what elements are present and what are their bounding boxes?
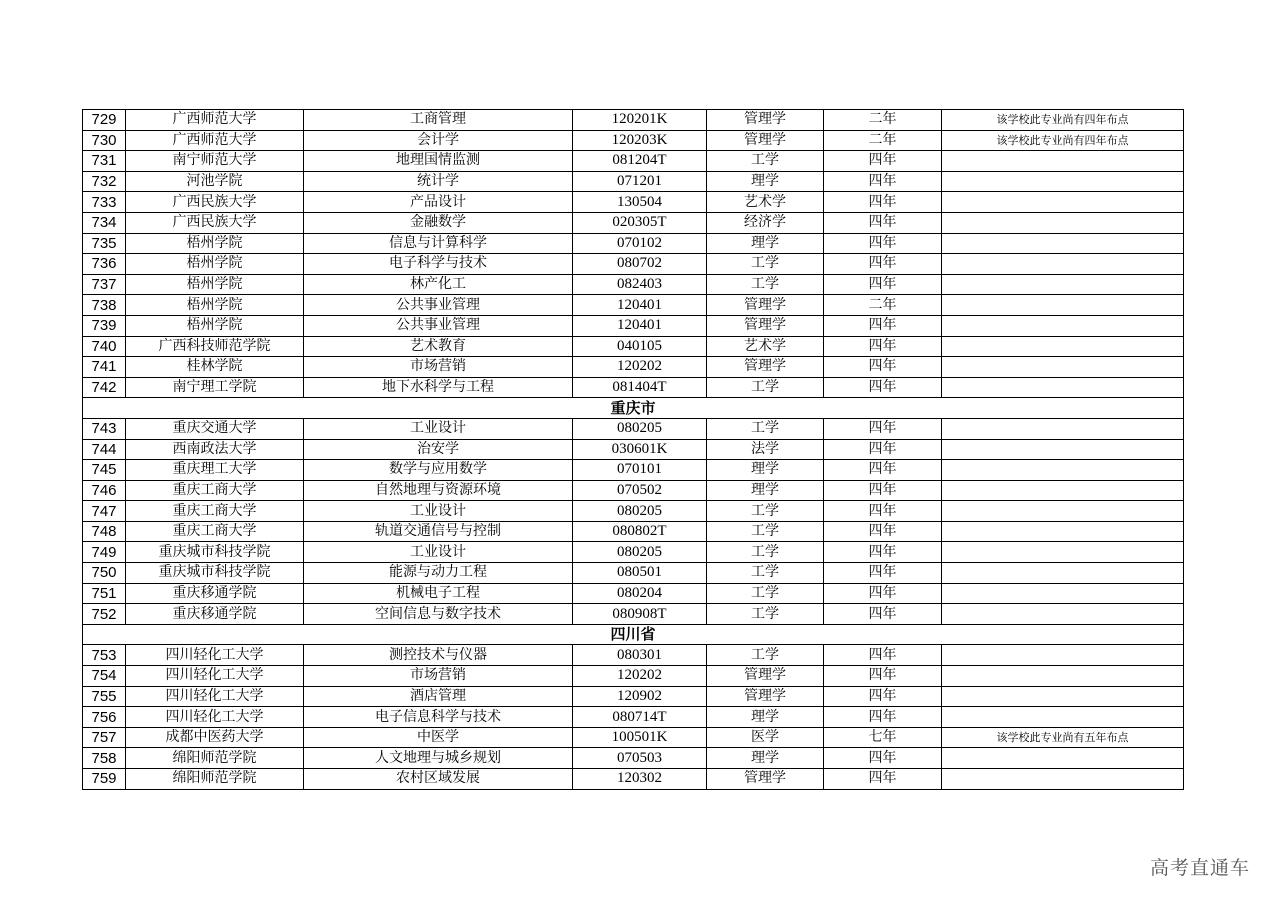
major-code-cell: 080714T bbox=[573, 707, 707, 728]
discipline-category-cell: 管理学 bbox=[707, 315, 824, 336]
study-duration-cell: 四年 bbox=[824, 563, 942, 584]
major-code-cell: 120202 bbox=[573, 666, 707, 687]
school-name-cell: 广西科技师范学院 bbox=[126, 336, 304, 357]
discipline-category-cell: 工学 bbox=[707, 254, 824, 275]
major-name-cell: 信息与计算科学 bbox=[304, 233, 573, 254]
note-cell bbox=[942, 192, 1184, 213]
table-row bbox=[83, 460, 1184, 481]
note-cell bbox=[942, 418, 1184, 439]
note-cell bbox=[942, 357, 1184, 378]
note-cell bbox=[942, 563, 1184, 584]
major-name-cell: 轨道交通信号与控制 bbox=[304, 521, 573, 542]
major-name-cell: 自然地理与资源环境 bbox=[304, 480, 573, 501]
row-number-cell: 730 bbox=[83, 130, 126, 151]
table-row bbox=[83, 110, 1184, 131]
school-name-cell: 重庆工商大学 bbox=[126, 501, 304, 522]
major-name-cell: 艺术教育 bbox=[304, 336, 573, 357]
row-number-cell: 739 bbox=[83, 315, 126, 336]
note-cell bbox=[942, 151, 1184, 172]
major-name-cell: 治安学 bbox=[304, 439, 573, 460]
study-duration-cell: 四年 bbox=[824, 686, 942, 707]
discipline-category-cell: 艺术学 bbox=[707, 336, 824, 357]
row-number-cell: 742 bbox=[83, 377, 126, 398]
row-number-cell: 745 bbox=[83, 460, 126, 481]
school-name-cell: 重庆交通大学 bbox=[126, 418, 304, 439]
study-duration-cell: 四年 bbox=[824, 748, 942, 769]
row-number-cell: 731 bbox=[83, 151, 126, 172]
major-name-cell: 电子科学与技术 bbox=[304, 254, 573, 275]
table-row bbox=[83, 254, 1184, 275]
table-body bbox=[83, 110, 1184, 790]
table-row bbox=[83, 542, 1184, 563]
major-code-cell: 120201K bbox=[573, 110, 707, 131]
discipline-category-cell: 工学 bbox=[707, 542, 824, 563]
row-number-cell: 748 bbox=[83, 521, 126, 542]
table-row bbox=[83, 604, 1184, 625]
major-code-cell: 020305T bbox=[573, 212, 707, 233]
major-name-cell: 机械电子工程 bbox=[304, 583, 573, 604]
major-code-cell: 080501 bbox=[573, 563, 707, 584]
row-number-cell: 752 bbox=[83, 604, 126, 625]
major-name-cell: 人文地理与城乡规划 bbox=[304, 748, 573, 769]
row-number-cell: 756 bbox=[83, 707, 126, 728]
major-code-cell: 081204T bbox=[573, 151, 707, 172]
major-code-cell: 070102 bbox=[573, 233, 707, 254]
discipline-category-cell: 医学 bbox=[707, 727, 824, 748]
major-code-cell: 120902 bbox=[573, 686, 707, 707]
discipline-category-cell: 工学 bbox=[707, 645, 824, 666]
discipline-category-cell: 管理学 bbox=[707, 110, 824, 131]
school-name-cell: 四川轻化工大学 bbox=[126, 645, 304, 666]
note-cell bbox=[942, 686, 1184, 707]
discipline-category-cell: 工学 bbox=[707, 563, 824, 584]
discipline-category-cell: 工学 bbox=[707, 377, 824, 398]
study-duration-cell: 四年 bbox=[824, 377, 942, 398]
table-row bbox=[83, 563, 1184, 584]
note-cell bbox=[942, 233, 1184, 254]
table-row bbox=[83, 521, 1184, 542]
row-number-cell: 749 bbox=[83, 542, 126, 563]
study-duration-cell: 四年 bbox=[824, 707, 942, 728]
discipline-category-cell: 工学 bbox=[707, 151, 824, 172]
table-row bbox=[83, 645, 1184, 666]
major-code-cell: 080205 bbox=[573, 542, 707, 563]
note-cell bbox=[942, 707, 1184, 728]
major-code-cell: 070502 bbox=[573, 480, 707, 501]
school-name-cell: 四川轻化工大学 bbox=[126, 686, 304, 707]
major-name-cell: 产品设计 bbox=[304, 192, 573, 213]
discipline-category-cell: 管理学 bbox=[707, 295, 824, 316]
major-name-cell: 能源与动力工程 bbox=[304, 563, 573, 584]
school-name-cell: 广西师范大学 bbox=[126, 130, 304, 151]
row-number-cell: 736 bbox=[83, 254, 126, 275]
school-name-cell: 重庆移通学院 bbox=[126, 583, 304, 604]
school-name-cell: 四川轻化工大学 bbox=[126, 707, 304, 728]
major-code-cell: 080908T bbox=[573, 604, 707, 625]
discipline-category-cell: 管理学 bbox=[707, 686, 824, 707]
major-code-cell: 120203K bbox=[573, 130, 707, 151]
major-name-cell: 测控技术与仪器 bbox=[304, 645, 573, 666]
note-cell bbox=[942, 501, 1184, 522]
school-name-cell: 南宁师范大学 bbox=[126, 151, 304, 172]
major-code-cell: 070503 bbox=[573, 748, 707, 769]
table-row bbox=[83, 151, 1184, 172]
major-code-cell: 120401 bbox=[573, 295, 707, 316]
table-row bbox=[83, 439, 1184, 460]
row-number-cell: 733 bbox=[83, 192, 126, 213]
note-cell bbox=[942, 748, 1184, 769]
school-name-cell: 南宁理工学院 bbox=[126, 377, 304, 398]
major-code-cell: 080204 bbox=[573, 583, 707, 604]
major-code-cell: 120401 bbox=[573, 315, 707, 336]
row-number-cell: 744 bbox=[83, 439, 126, 460]
study-duration-cell: 四年 bbox=[824, 254, 942, 275]
study-duration-cell: 四年 bbox=[824, 460, 942, 481]
discipline-category-cell: 管理学 bbox=[707, 769, 824, 790]
note-cell bbox=[942, 666, 1184, 687]
discipline-category-cell: 工学 bbox=[707, 418, 824, 439]
school-name-cell: 广西民族大学 bbox=[126, 212, 304, 233]
note-cell: 该学校此专业尚有五年布点 bbox=[942, 727, 1184, 748]
major-name-cell: 酒店管理 bbox=[304, 686, 573, 707]
major-name-cell: 工业设计 bbox=[304, 418, 573, 439]
major-code-cell: 040105 bbox=[573, 336, 707, 357]
major-name-cell: 工业设计 bbox=[304, 501, 573, 522]
table-row bbox=[83, 583, 1184, 604]
note-cell bbox=[942, 604, 1184, 625]
row-number-cell: 757 bbox=[83, 727, 126, 748]
major-name-cell: 数学与应用数学 bbox=[304, 460, 573, 481]
table-row bbox=[83, 274, 1184, 295]
school-name-cell: 重庆工商大学 bbox=[126, 521, 304, 542]
note-cell bbox=[942, 645, 1184, 666]
major-name-cell: 空间信息与数字技术 bbox=[304, 604, 573, 625]
row-number-cell: 746 bbox=[83, 480, 126, 501]
discipline-category-cell: 理学 bbox=[707, 233, 824, 254]
note-cell bbox=[942, 583, 1184, 604]
school-name-cell: 西南政法大学 bbox=[126, 439, 304, 460]
study-duration-cell: 四年 bbox=[824, 192, 942, 213]
study-duration-cell: 四年 bbox=[824, 357, 942, 378]
region-header-row bbox=[83, 398, 1184, 419]
study-duration-cell: 四年 bbox=[824, 480, 942, 501]
major-code-cell: 080205 bbox=[573, 418, 707, 439]
school-name-cell: 重庆城市科技学院 bbox=[126, 563, 304, 584]
row-number-cell: 729 bbox=[83, 110, 126, 131]
school-name-cell: 广西师范大学 bbox=[126, 110, 304, 131]
table-row bbox=[83, 315, 1184, 336]
major-code-cell: 070101 bbox=[573, 460, 707, 481]
row-number-cell: 751 bbox=[83, 583, 126, 604]
major-code-cell: 120302 bbox=[573, 769, 707, 790]
study-duration-cell: 四年 bbox=[824, 604, 942, 625]
table-row bbox=[83, 233, 1184, 254]
study-duration-cell: 四年 bbox=[824, 439, 942, 460]
school-name-cell: 梧州学院 bbox=[126, 254, 304, 275]
study-duration-cell: 二年 bbox=[824, 295, 942, 316]
table-row bbox=[83, 212, 1184, 233]
table-row bbox=[83, 418, 1184, 439]
discipline-category-cell: 工学 bbox=[707, 274, 824, 295]
row-number-cell: 738 bbox=[83, 295, 126, 316]
study-duration-cell: 四年 bbox=[824, 212, 942, 233]
discipline-category-cell: 管理学 bbox=[707, 130, 824, 151]
note-cell bbox=[942, 336, 1184, 357]
row-number-cell: 758 bbox=[83, 748, 126, 769]
discipline-category-cell: 管理学 bbox=[707, 666, 824, 687]
major-code-cell: 082403 bbox=[573, 274, 707, 295]
discipline-category-cell: 工学 bbox=[707, 501, 824, 522]
row-number-cell: 732 bbox=[83, 171, 126, 192]
row-number-cell: 740 bbox=[83, 336, 126, 357]
major-code-cell: 030601K bbox=[573, 439, 707, 460]
school-name-cell: 重庆理工大学 bbox=[126, 460, 304, 481]
note-cell: 该学校此专业尚有四年布点 bbox=[942, 110, 1184, 131]
major-code-cell: 080301 bbox=[573, 645, 707, 666]
table-row bbox=[83, 666, 1184, 687]
major-code-cell: 080802T bbox=[573, 521, 707, 542]
region-name: 重庆市 bbox=[83, 398, 1184, 419]
row-number-cell: 754 bbox=[83, 666, 126, 687]
study-duration-cell: 四年 bbox=[824, 583, 942, 604]
study-duration-cell: 四年 bbox=[824, 274, 942, 295]
region-name: 四川省 bbox=[83, 624, 1184, 645]
table-row bbox=[83, 192, 1184, 213]
school-name-cell: 成都中医药大学 bbox=[126, 727, 304, 748]
row-number-cell: 747 bbox=[83, 501, 126, 522]
table-row bbox=[83, 171, 1184, 192]
discipline-category-cell: 理学 bbox=[707, 748, 824, 769]
discipline-category-cell: 工学 bbox=[707, 604, 824, 625]
discipline-category-cell: 理学 bbox=[707, 480, 824, 501]
major-name-cell: 地理国情监测 bbox=[304, 151, 573, 172]
study-duration-cell: 四年 bbox=[824, 542, 942, 563]
study-duration-cell: 四年 bbox=[824, 336, 942, 357]
major-code-cell: 080205 bbox=[573, 501, 707, 522]
major-name-cell: 会计学 bbox=[304, 130, 573, 151]
discipline-category-cell: 理学 bbox=[707, 460, 824, 481]
note-cell bbox=[942, 254, 1184, 275]
note-cell bbox=[942, 460, 1184, 481]
school-name-cell: 梧州学院 bbox=[126, 295, 304, 316]
major-name-cell: 市场营销 bbox=[304, 666, 573, 687]
note-cell bbox=[942, 480, 1184, 501]
school-name-cell: 广西民族大学 bbox=[126, 192, 304, 213]
row-number-cell: 743 bbox=[83, 418, 126, 439]
school-name-cell: 梧州学院 bbox=[126, 274, 304, 295]
watermark-logo: 高考直通车 bbox=[1149, 857, 1250, 879]
study-duration-cell: 四年 bbox=[824, 521, 942, 542]
major-name-cell: 工业设计 bbox=[304, 542, 573, 563]
table-row bbox=[83, 357, 1184, 378]
study-duration-cell: 二年 bbox=[824, 130, 942, 151]
study-duration-cell: 二年 bbox=[824, 110, 942, 131]
row-number-cell: 737 bbox=[83, 274, 126, 295]
study-duration-cell: 四年 bbox=[824, 645, 942, 666]
school-name-cell: 桂林学院 bbox=[126, 357, 304, 378]
table-row bbox=[83, 686, 1184, 707]
major-list-table bbox=[82, 109, 1184, 790]
note-cell bbox=[942, 377, 1184, 398]
table-row bbox=[83, 336, 1184, 357]
note-cell bbox=[942, 769, 1184, 790]
table-row bbox=[83, 377, 1184, 398]
discipline-category-cell: 工学 bbox=[707, 521, 824, 542]
study-duration-cell: 四年 bbox=[824, 151, 942, 172]
major-name-cell: 市场营销 bbox=[304, 357, 573, 378]
discipline-category-cell: 艺术学 bbox=[707, 192, 824, 213]
school-name-cell: 梧州学院 bbox=[126, 233, 304, 254]
major-name-cell: 林产化工 bbox=[304, 274, 573, 295]
note-cell bbox=[942, 274, 1184, 295]
note-cell bbox=[942, 212, 1184, 233]
major-name-cell: 公共事业管理 bbox=[304, 315, 573, 336]
school-name-cell: 梧州学院 bbox=[126, 315, 304, 336]
major-name-cell: 电子信息科学与技术 bbox=[304, 707, 573, 728]
school-name-cell: 绵阳师范学院 bbox=[126, 769, 304, 790]
table-row bbox=[83, 769, 1184, 790]
note-cell: 该学校此专业尚有四年布点 bbox=[942, 130, 1184, 151]
discipline-category-cell: 法学 bbox=[707, 439, 824, 460]
major-code-cell: 071201 bbox=[573, 171, 707, 192]
row-number-cell: 759 bbox=[83, 769, 126, 790]
major-name-cell: 工商管理 bbox=[304, 110, 573, 131]
major-code-cell: 081404T bbox=[573, 377, 707, 398]
table-row bbox=[83, 480, 1184, 501]
row-number-cell: 755 bbox=[83, 686, 126, 707]
table-row bbox=[83, 707, 1184, 728]
region-header-row bbox=[83, 624, 1184, 645]
school-name-cell: 重庆移通学院 bbox=[126, 604, 304, 625]
note-cell bbox=[942, 295, 1184, 316]
school-name-cell: 四川轻化工大学 bbox=[126, 666, 304, 687]
note-cell bbox=[942, 315, 1184, 336]
school-name-cell: 重庆城市科技学院 bbox=[126, 542, 304, 563]
discipline-category-cell: 工学 bbox=[707, 583, 824, 604]
study-duration-cell: 四年 bbox=[824, 418, 942, 439]
major-name-cell: 地下水科学与工程 bbox=[304, 377, 573, 398]
study-duration-cell: 四年 bbox=[824, 769, 942, 790]
table-row bbox=[83, 501, 1184, 522]
discipline-category-cell: 理学 bbox=[707, 707, 824, 728]
major-code-cell: 130504 bbox=[573, 192, 707, 213]
study-duration-cell: 七年 bbox=[824, 727, 942, 748]
major-code-cell: 080702 bbox=[573, 254, 707, 275]
school-name-cell: 重庆工商大学 bbox=[126, 480, 304, 501]
study-duration-cell: 四年 bbox=[824, 315, 942, 336]
table-row bbox=[83, 748, 1184, 769]
row-number-cell: 741 bbox=[83, 357, 126, 378]
school-name-cell: 河池学院 bbox=[126, 171, 304, 192]
note-cell bbox=[942, 542, 1184, 563]
study-duration-cell: 四年 bbox=[824, 501, 942, 522]
table-row bbox=[83, 130, 1184, 151]
row-number-cell: 753 bbox=[83, 645, 126, 666]
discipline-category-cell: 理学 bbox=[707, 171, 824, 192]
major-name-cell: 金融数学 bbox=[304, 212, 573, 233]
row-number-cell: 734 bbox=[83, 212, 126, 233]
major-name-cell: 中医学 bbox=[304, 727, 573, 748]
table-row bbox=[83, 295, 1184, 316]
major-code-cell: 100501K bbox=[573, 727, 707, 748]
note-cell bbox=[942, 521, 1184, 542]
major-code-cell: 120202 bbox=[573, 357, 707, 378]
row-number-cell: 750 bbox=[83, 563, 126, 584]
row-number-cell: 735 bbox=[83, 233, 126, 254]
major-name-cell: 统计学 bbox=[304, 171, 573, 192]
study-duration-cell: 四年 bbox=[824, 171, 942, 192]
major-name-cell: 公共事业管理 bbox=[304, 295, 573, 316]
discipline-category-cell: 管理学 bbox=[707, 357, 824, 378]
school-name-cell: 绵阳师范学院 bbox=[126, 748, 304, 769]
study-duration-cell: 四年 bbox=[824, 666, 942, 687]
discipline-category-cell: 经济学 bbox=[707, 212, 824, 233]
note-cell bbox=[942, 439, 1184, 460]
major-name-cell: 农村区域发展 bbox=[304, 769, 573, 790]
study-duration-cell: 四年 bbox=[824, 233, 942, 254]
note-cell bbox=[942, 171, 1184, 192]
table-row bbox=[83, 727, 1184, 748]
